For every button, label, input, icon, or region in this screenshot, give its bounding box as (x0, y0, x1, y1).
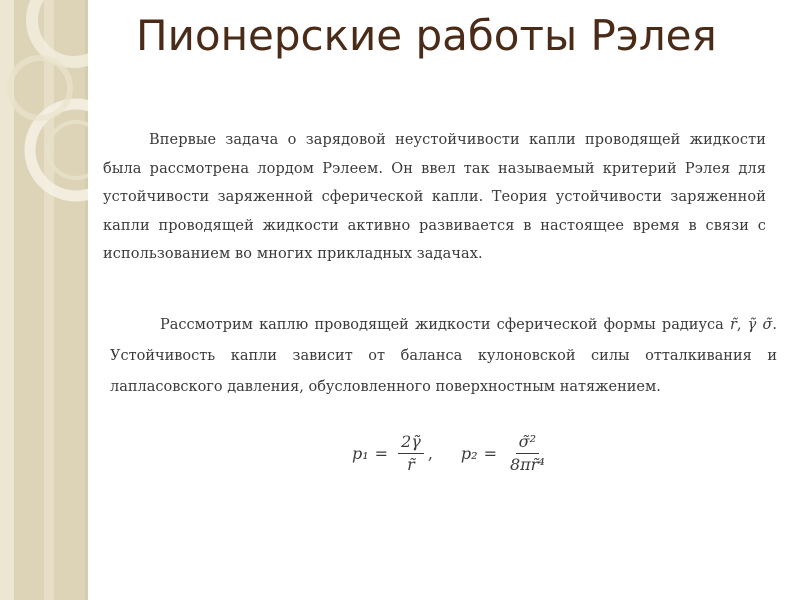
surface-tension-symbol: γ̃ (747, 317, 757, 333)
p1-label: p₁ (352, 443, 369, 463)
sidebar-circles-ornament (0, 0, 88, 600)
slide-title: Пионерские работы Рэлея (136, 11, 717, 60)
charge-density-symbol: σ̃ (762, 317, 773, 333)
radius-symbol: r̃ (729, 317, 737, 333)
p1-fraction (398, 432, 424, 475)
decorative-sidebar (0, 0, 88, 600)
p2-equals: = (483, 443, 497, 463)
model-paragraph (110, 310, 777, 403)
p1-numerator: 2γ̃ (398, 432, 424, 454)
symbol-separator: , (736, 317, 742, 333)
intro-paragraph: Впервые задача о зарядовой неустойчивости капли проводящей жидкости была рассмотрена лордом Рэлеем. Он ввел так называемый критерий Рэлея для устойчивости заряженной сферической капли. Теория устойчивости заряженной капли проводящей жидкости активно развивается в настоящее время в связи с использованием во многих прикладных задачах. (103, 132, 766, 262)
p1-denominator: r̃ (407, 454, 415, 474)
p2-numerator: σ̃² (516, 432, 539, 454)
p1-equals: = (374, 443, 389, 463)
p2-fraction (507, 432, 548, 475)
model-paragraph-rest: . Устойчивость капли зависит от баланса кулоновской силы отталкивания и лапласовского давления, обусловленного поверхностным натяжением. (110, 317, 778, 395)
p2-denominator: 8πr̃⁴ (509, 454, 545, 474)
model-paragraph-intro: Рассмотрим каплю проводящей жидкости сферической формы радиуса (160, 317, 724, 333)
formula-comma: , (427, 443, 433, 463)
pressure-formula (352, 428, 552, 478)
p2-label: p₂ (460, 443, 478, 463)
